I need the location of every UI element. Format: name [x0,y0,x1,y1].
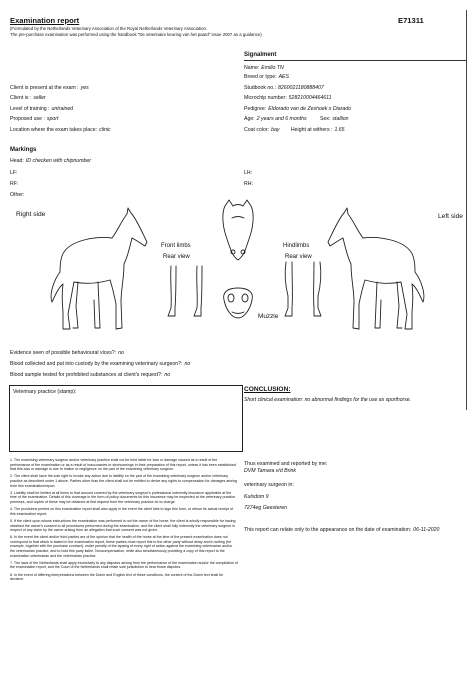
horse-diagram [0,196,473,346]
muzzle-label: Muzzle [258,313,279,320]
markings-lf: LF: [10,170,18,176]
right-side-label: Right side [16,211,46,218]
left-side-horse-outline [328,208,424,329]
condition-item: 3. Liability shall be limited at all times to that amount covered by the veterinary surgeon's professional indemnity insurance applicable at the time of the examination. Details of this coverage in the form of policy documents for this insurance may be inspected at the veterinary practice premises, and copies of these may be obtained at first request from the veterinary practice at no charge. [10,490,236,504]
condition-item: 7. The laws of the Netherlands shall apply exclusively to any disputes arising from the performance of the examination and/or the compilation of the examination report, and the Court of the Netherlands shall retain sole jurisdiction to hear those disputes. [10,560,238,570]
signalment-name-row: Name: Emilio TN [244,65,284,71]
hindlimbs-outline [285,262,321,316]
signalment-underline [244,60,466,61]
condition-item: 1. The examining veterinary surgeon and/or veterinary practice shall not be held liable for loss or damage caused as a result of the performance of the examination or as a result of inaccuracies or shortcomings in their preparation of this report, unless it has been established that this loss or damage is due to malice or negligence on the part of the examining veterinary surgeon. [10,458,236,472]
conditions-list [10,458,238,584]
front-limbs-label: Front limbs [161,243,191,249]
header-note-1: (Formulated by the Netherlands Veterinary Association of the Royal Netherlands Veterinary Association. [10,26,208,31]
condition-item: 4. The provisions printed on this examination report shall also apply in the event the client fails to sign this form, or refuse its actual receipt of this examination report. [10,507,234,516]
condition-item: 5. If the client upon whose instructions the examination was performed is not the owner of the horse, the client is wholly responsible for having obtained the owner's consent to all procedures performed during the examination, and the client shall fully indemnify the veterinary surgeon in respect of any claim by the owner arising from an allegation that such consent was not given. [10,518,236,533]
signalment-pedigree-row: Pedigree: Eldorado van de Zeshoek x Diarado [244,106,351,112]
conclusion-text: Short clinical examination: no abnormal findings for the use as sporthorse. [244,397,412,403]
markings-heading: Markings [10,147,37,153]
practice-stamp-label: Veterinary practice (stamp): [13,389,77,395]
behavioural-vices-row: Evidence seen of possible behavioural vices?: no [10,350,124,356]
signalment-heading: Signalment [244,52,277,58]
report-validity-row: This report can relate only to the appearance on the date of examination: 06-11-2020 [244,527,440,533]
signalment-microchip-row: Microchip number: 528210004464611 [244,95,332,101]
practice-stamp-box [9,385,243,452]
exam-location-row: Location where the exam takes place: clinic [10,127,111,133]
surgeon-location-label: veterinary surgeon in: [244,482,294,488]
signalment-studbook-row: Studbook no.: 8260021180888407 [244,85,324,91]
examination-date: 06-11-2020 [413,527,440,533]
signalment-age-sex-row: Age: 2 years and 6 months Sex: stallion [244,116,349,122]
report-reference: E71311 [398,16,424,25]
left-side-label: Left side [438,213,463,220]
markings-other: Other: [10,192,25,198]
front-rear-view-label: Rear view [163,254,190,260]
markings-head-row: Head: ID checken with chipnumber [10,158,92,164]
condition-item: 2. The client shall have the sole right to invoke any action due to liability on the part of the examining veterinary surgeon and/or veterinary practice as described under 1 above. Parties other than the client shall not be entitled to derive any rights to compensation for damages arising from this examination/report. [10,474,237,488]
client-is-row: Client is : seller [10,95,46,101]
condition-item: 8. In the event of differing interpretations between the Dutch and English text of these conditions, the content of the Dutch text shall be decisive. [10,572,224,582]
proposed-use-row: Proposed use : sport [10,116,59,122]
training-level-row: Level of training : untrained [10,106,74,112]
muzzle-outline [224,288,253,318]
right-side-horse-outline [51,208,147,329]
markings-rh: RH: [244,181,253,187]
head-front-view-outline [223,200,253,260]
front-limbs-outline [168,266,202,316]
hindlimbs-label: Hindlimbs [283,243,310,249]
veterinarian-name: DVM Tamara v/d Brink [244,468,296,474]
signalment-breed-row: Breed or type: AES [244,74,289,80]
blood-collected-row: Blood collected and put into custody by the examining veterinary surgeon?: no [10,361,191,367]
report-title: Examination report [10,16,80,25]
header-note-2: The pre-purchase examination was performed using the handbook "De veterinaire keuring van het paard" issue 2007 as a guidance) [10,32,262,37]
conclusion-heading: CONCLUSION: [244,386,291,393]
reported-by-label: Thus examined and reported by me: [244,461,328,467]
client-present-row: Client is present at the exam : yes [10,85,89,91]
signalment-coat-height-row: Coat color: bay Height at withers : 1.65 [244,127,345,133]
practice-address-line2: 7274eg Geesteren [244,505,287,511]
markings-lh: LH: [244,170,253,176]
hind-rear-view-label: Rear view [285,254,312,260]
condition-item: 6. In the event the client and/or third parties are of the opinion that the health of the horse at the time of the present examination does not correspond to that which is stated in the examination report, these parties must report this to the other party without delay and in writing (for example, together with the purchase contract), under penalty of the lapsing of every right of action against the examining veterinarian and/or the veterinarian practice, and to hold this party liable. Noncompensation, while also simultaneously providing a copy of this report to the examination veterinarian and the veterinarian practice. [10,535,233,558]
blood-tested-row: Blood sample tested for prohibited substances at client's request?: no [10,372,171,378]
markings-rf: RF: [10,181,19,187]
practice-address-line1: Kulsdom 9 [244,494,269,500]
